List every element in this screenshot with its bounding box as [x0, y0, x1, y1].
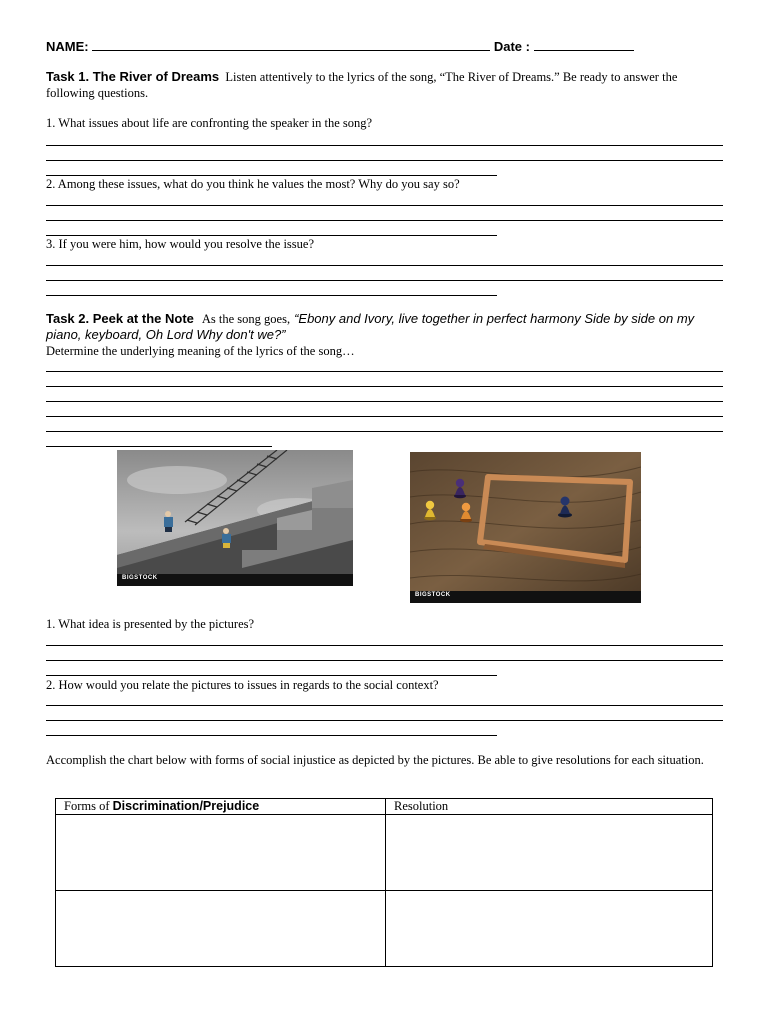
image-watermark: BIGSTOCK — [415, 592, 451, 598]
task1-title: Task 1. The River of Dreams — [46, 69, 220, 84]
date-field[interactable] — [534, 39, 634, 51]
task1-question-1: 1. What issues about life are confronting the speaker in the song? — [46, 116, 373, 130]
column-header-bold: Discrimination/Prejudice — [112, 799, 260, 813]
stairs-picture — [117, 450, 353, 586]
answer-line[interactable] — [46, 220, 723, 221]
answer-line[interactable] — [46, 205, 723, 206]
table-cell[interactable] — [386, 815, 713, 891]
answer-line[interactable] — [46, 446, 272, 447]
task2-title: Task 2. Peek at the Note — [46, 311, 194, 326]
injustice-chart — [55, 798, 713, 967]
pawns-illustration — [410, 452, 641, 603]
answer-line[interactable] — [46, 280, 723, 281]
answer-line[interactable] — [46, 705, 723, 706]
task1-question-2: 2. Among these issues, what do you think he values the most? Why do you say so? — [46, 177, 460, 191]
chart-instructions: Accomplish the chart below with forms of social injustice as depicted by the pictures. Be able to give resolutions for each situation. — [46, 753, 704, 767]
answer-line[interactable] — [46, 386, 723, 387]
answer-line[interactable] — [46, 160, 723, 161]
answer-line[interactable] — [46, 675, 497, 676]
task2-quote: “Ebony and Ivory, live together in perfect harmony Side by side on my piano, keyboard, Oh Lord Why don't we?” — [46, 311, 695, 342]
table-cell[interactable] — [56, 815, 386, 891]
task2-instruction: Determine the underlying meaning of the lyrics of the song… — [46, 344, 355, 358]
table-row — [56, 815, 713, 891]
image-watermark: BIGSTOCK — [122, 575, 158, 581]
task1-instruction: Listen attentively to the lyrics of the song, “The River of Dreams.” Be ready to answer the following questions. — [46, 70, 678, 100]
header-line — [46, 39, 634, 54]
column-header-prefix: Forms of — [64, 799, 110, 813]
answer-line[interactable] — [46, 265, 723, 266]
answer-line[interactable] — [46, 401, 723, 402]
column-header-forms — [56, 799, 386, 815]
date-label: Date : — [493, 39, 530, 54]
stairs-illustration — [117, 450, 353, 586]
pawns-picture — [410, 452, 641, 603]
table-cell[interactable] — [56, 891, 386, 967]
answer-line[interactable] — [46, 735, 497, 736]
task1-question-3: 3. If you were him, how would you resolve the issue? — [46, 237, 314, 251]
answer-line[interactable] — [46, 645, 723, 646]
name-field[interactable] — [92, 39, 490, 51]
answer-line[interactable] — [46, 431, 723, 432]
answer-line[interactable] — [46, 295, 497, 296]
name-label: NAME: — [46, 39, 89, 54]
table-cell[interactable] — [386, 891, 713, 967]
task2-intro — [46, 311, 726, 342]
picture-question-2: 2. How would you relate the pictures to issues in regards to the social context? — [46, 678, 439, 692]
task1-intro — [46, 69, 726, 101]
answer-line[interactable] — [46, 416, 723, 417]
task2-lead: As the song goes, — [201, 312, 291, 326]
picture-question-1: 1. What idea is presented by the pictures? — [46, 617, 255, 631]
answer-line[interactable] — [46, 371, 723, 372]
answer-line[interactable] — [46, 145, 723, 146]
column-header-resolution: Resolution — [386, 799, 713, 815]
chart-header-row — [56, 799, 713, 815]
answer-line[interactable] — [46, 660, 723, 661]
answer-line[interactable] — [46, 720, 723, 721]
table-row — [56, 891, 713, 967]
